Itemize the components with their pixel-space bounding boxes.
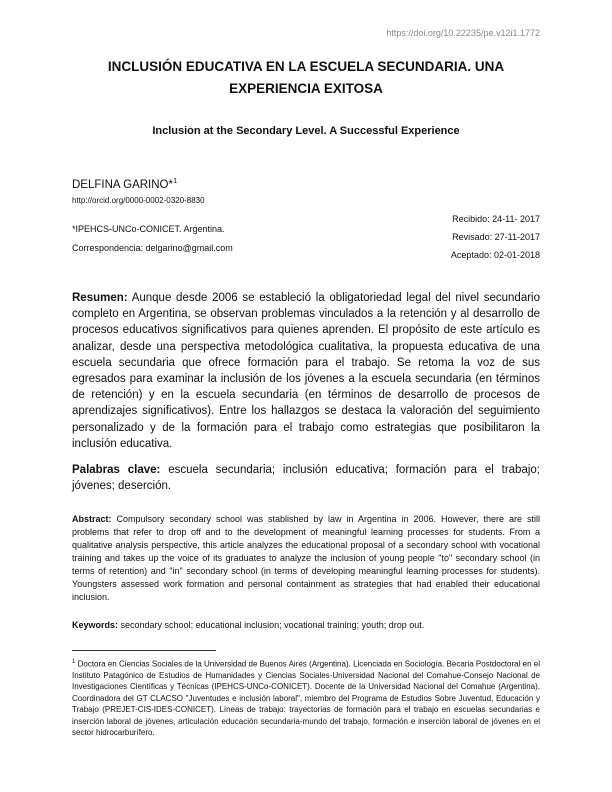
title-line-2: EXPERIENCIA EXITOSA: [229, 81, 383, 96]
abstract-label: Abstract:: [72, 514, 112, 524]
keywords-text: secondary school; educational inclusion; vocational training; youth; drop out.: [120, 620, 425, 630]
footnote-text: Doctora en Ciencias Sociales de la Universidad de Buenos Aires (Argentina). Licenciada en Sociología. Becaria Postdoctoral en el Instituto Patagónico de Estudios de Humanidades y Ciencias Sociales-Universidad Nacional del Comahue-Consejo Nacional de Investigaciones Científicas y Técnicas (IPEHCS-UNCo-CONICET). Docente de la Universidad Nacional del Comahue (Argentina). Coordinadora del GT CLACSO "Juventudes e inclusión laboral", miembro del Programa de Estudios Sobre Juventud, Educación y Trabajo (PREJET-CIS-IDES-CONICET). Líneas de trabajo: trayectorias de formación para el trabajo en escuelas secundarias e inserción laboral de jóvenes, articulación educación secundaria-mundo del trabajo, formación e inserción laboral de jóvenes en el sector hidrocarburífero.: [72, 659, 540, 738]
palabras-clave-label: Palabras clave:: [72, 464, 161, 476]
keywords-label: Keywords:: [72, 620, 119, 630]
abstract-text: Compulsory secondary school was stablished by law in Argentina in 2006. However, there are still problems that refer to drop off and to the development of meaningful learning processes for students. From a qualitative analysis perspective, this article analyzes the educational proposal of a secondary school with vocational training and takes up the voice of its graduates to analyze the inclusion of young people "to" secondary school (in terms of retention) and "in" secondary school (in terms of developing meaningful learning processes for students). Youngsters assessed work formation and personal containment as strategies that had enabled their educational inclusion.: [72, 514, 540, 602]
resumen-label: Resumen:: [72, 292, 128, 304]
keywords-paragraph: [72, 619, 540, 632]
footnote-mark: 1: [72, 659, 76, 665]
date-accepted: Aceptado: 02-01-2018: [450, 250, 540, 260]
author-footnote-mark: 1: [172, 176, 178, 185]
footnote-separator: [72, 650, 216, 651]
article-dates: [451, 210, 540, 264]
date-received: Recibido: 24-11- 2017: [452, 214, 540, 224]
date-revised: Revisado: 27-11-2017: [452, 232, 540, 242]
author-affiliation: *IPEHCS-UNCo-CONICET. Argentina.: [72, 224, 225, 234]
article-title: [60, 56, 552, 100]
resumen-text: Aunque desde 2006 se estableció la obligatoriedad legal del nivel secundario completo en Argentina, se observan problemas vinculados a la retención y al desarrollo de procesos educativos significativos para quienes aprenden. El propósito de este artículo es analizar, desde una perspectiva metodológica cualitativa, la propuesta educativa de una escuela secundaria que ofrece formación para el trabajo. Se retoma la voz de sus egresados para examinar la inclusión de los jóvenes a la escuela secundaria (en términos de retención) y en la escuela secundaria (en términos de desarrollo de procesos de aprendizajes significativos). Entre los hallazgos se destaca la valoración del seguimiento personalizado y de la formación para el trabajo como estrategias que posibilitaron la inclusión educativa.: [72, 292, 541, 450]
doi-link[interactable]: https://doi.org/10.22235/pe.v12i1.1772: [386, 28, 540, 38]
author-name: [72, 176, 177, 191]
abstract-paragraph: [72, 513, 540, 604]
article-subtitle: Inclusion at the Secondary Level. A Successful Experience: [152, 125, 460, 137]
palabras-clave-paragraph: [72, 462, 540, 494]
author-correspondence: Correspondencia: delgarino@gmail.com: [72, 243, 233, 253]
orcid-link[interactable]: http://orcid.org/0000-0002-0320-8830: [72, 196, 205, 205]
footnote: [72, 657, 540, 739]
title-line-1: INCLUSIÓN EDUCATIVA EN LA ESCUELA SECUNDARIA. UNA: [107, 59, 505, 74]
resumen-paragraph: [72, 290, 540, 452]
author-name-text: DELFINA GARINO*: [72, 178, 173, 191]
palabras-clave-text: escuela secundaria; inclusión educativa; formación para el trabajo; jóvenes; deserción.: [72, 464, 540, 493]
